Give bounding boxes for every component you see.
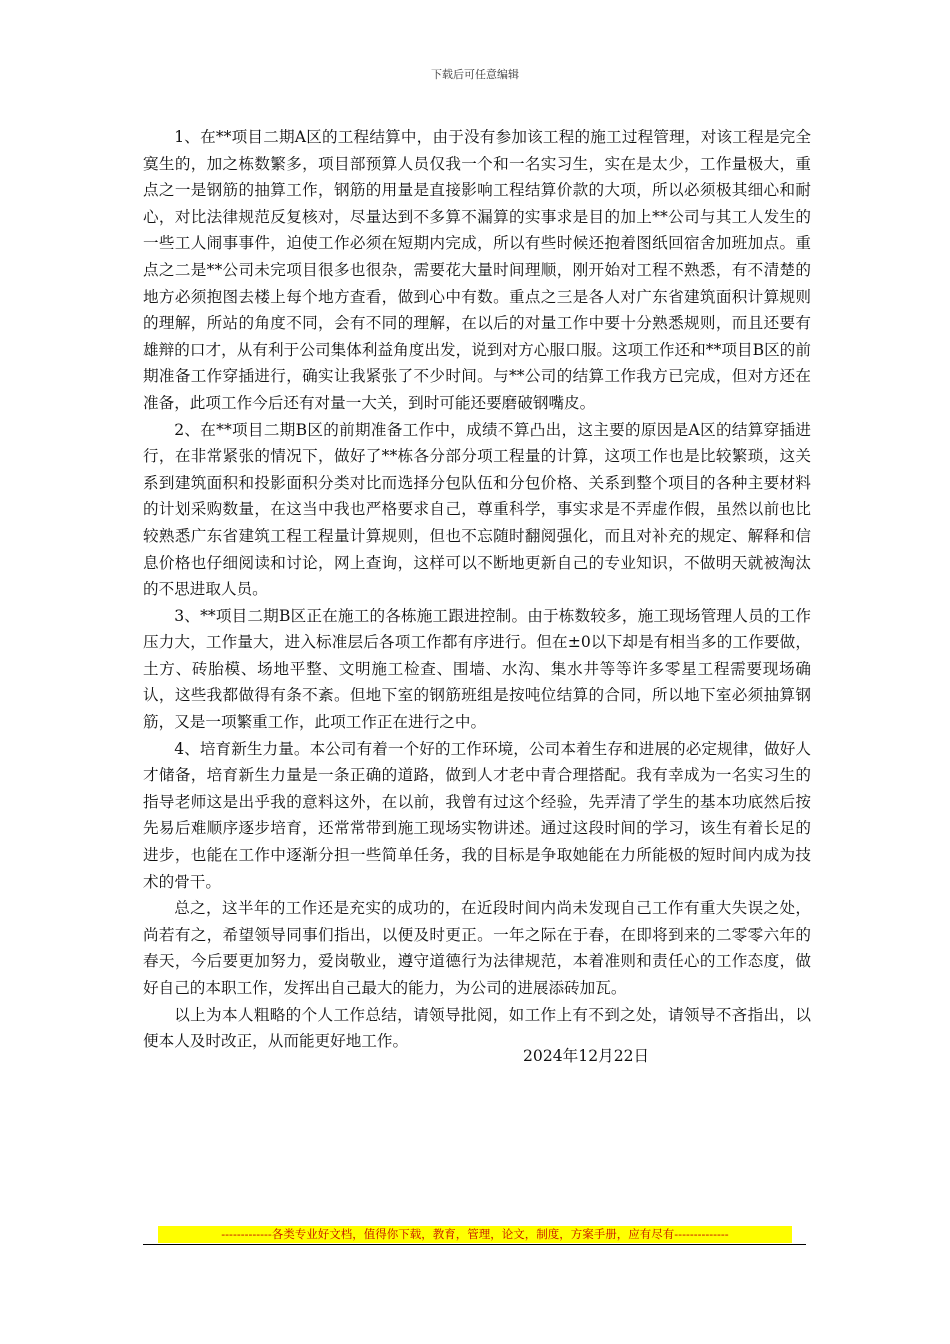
document-body [143,124,811,1055]
page-footer-banner: -------------各类专业好文档，值得你下载，教育，管理，论文，制度，方案手册，应有尽有-------------- [158,1226,792,1243]
paragraph-2: 2、在**项目二期B区的前期准备工作中，成绩不算凸出，这主要的原因是A区的结算穿插进行，在非常紧张的情况下，做好了**栋各分部分项工程量的计算，这项工作也是比较繁琐，这关系到建筑面积和投影面积分类对比而选择分包队伍和分包价格、关系到整个项目的各种主要材料的计划采购数量，在这当中我也严格要求自己，尊重科学，事实求是不弄虚作假，虽然以前也比较熟悉广东省建筑工程工程量计算规则，但也不忘随时翻阅强化，而且对补充的规定、解释和信息价格也仔细阅读和讨论，网上查询，这样可以不断地更新自己的专业知识，不做明天就被淘汰的不思进取人员。 [143,420,811,599]
paragraph-closing: 以上为本人粗略的个人工作总结，请领导批阅，如工作上有不到之处，请领导不吝指出，以便本人及时改正，从而能更好地工作。 [143,1005,811,1051]
paragraph-summary: 总之，这半年的工作还是充实的成功的，在近段时间内尚未发现自己工作有重大失误之处，尚若有之，希望领导同事们指出，以便及时更正。一年之际在于春，在即将到来的二零零六年的春天，今后要更加努力，爱岗敬业，遵守道德行为法律规范，本着准则和责任心的工作态度，做好自己的本职工作，发挥出自己最大的能力，为公司的进展添砖加瓦。 [143,899,811,997]
paragraph-1: 1、在**项目二期A区的工程结算中，由于没有参加该工程的施工过程管理，对该工程是完全寞生的，加之栋数繁多，项目部预算人员仅我一个和一名实习生，实在是太少，工作量极大，重点之一是钢筋的抽算工作，钢筋的用量是直接影响工程结算价款的大项，所以必须极其细心和耐心，对比法律规范反复核对，尽量达到不多算不漏算的实事求是目的加上**公司与其工人发生的一些工人闹事事件，迫使工作必须在短期内完成，所以有些时候还抱着图纸回宿舍加班加点。重点之二是**公司未完项目很多也很杂，需要花大量时间理顺，刚开始对工程不熟悉，有不清楚的地方必须抱图去楼上每个地方查看，做到心中有数。重点之三是各人对广东省建筑面积计算规则的理解，所站的角度不同，会有不同的理解，在以后的对量工作中要十分熟悉规则，而且还要有雄辩的口才，从有利于公司集体利益角度出发，说到对方心服口服。这项工作还和**项目B区的前期准备工作穿插进行，确实让我紧张了不少时间。与**公司的结算工作我方已完成，但对方还在准备，此项工作今后还有对量一大关，到时可能还要磨破钢嘴皮。 [143,128,811,412]
document-date: 2024年12月22日 [523,1047,650,1065]
footer-divider [143,1244,806,1245]
page-header: 下载后可任意编辑 [431,68,519,81]
paragraph-4: 4、培育新生力量。本公司有着一个好的工作环境，公司本着生存和进展的必定规律，做好人才储备，培育新生力量是一条正确的道路，做到人才老中青合理搭配。我有幸成为一名实习生的指导老师这是出乎我的意料这外，在以前，我曾有过这个经验，先弄清了学生的基本功底然后按先易后难顺序逐步培育，还常常带到施工现场实物讲述。通过这段时间的学习，该生有着长足的进步，也能在工作中逐渐分担一些简单任务，我的目标是争取她能在力所能极的短时间内成为技术的骨干。 [143,739,811,891]
paragraph-3: 3、**项目二期B区正在施工的各栋施工跟进控制。由于栋数较多，施工现场管理人员的工作压力大，工作量大，进入标准层后各项工作都有序进行。但在±0以下却是有相当多的工作要做，土方、砖胎模、场地平整、文明施工检查、围墙、水沟、集水井等等许多零星工程需要现场确认，这些我都做得有条不紊。但地下室的钢筋班组是按吨位结算的合同，所以地下室必须抽算钢筋，又是一项繁重工作，此项工作正在进行之中。 [143,606,811,732]
